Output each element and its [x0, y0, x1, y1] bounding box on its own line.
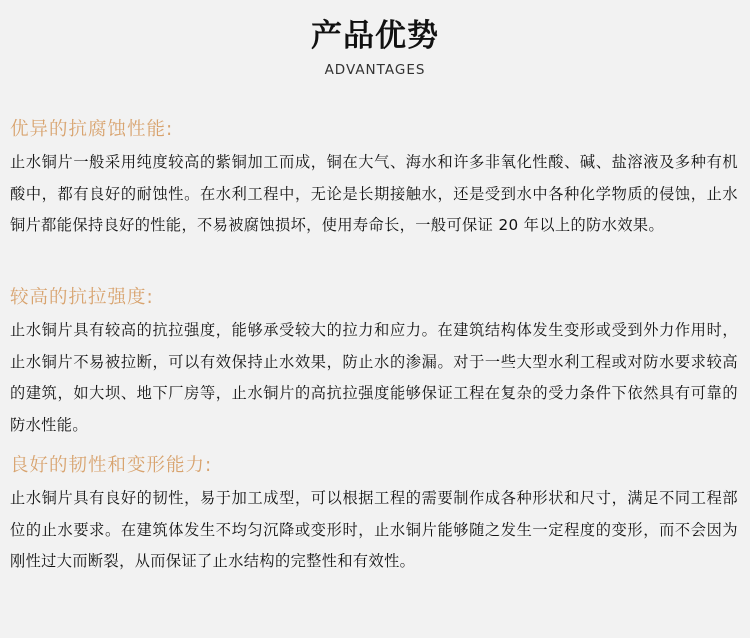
section-body: 止水铜片一般采用纯度较高的紫铜加工而成，铜在大气、海水和许多非氧化性酸、碱、盐溶液及多种有机酸中，都有良好的耐蚀性。在水利工程中，无论是长期接触水，还是受到水中各种化学物质的侵蚀，止水铜片都能保持良好的性能，不易被腐蚀损坏，使用寿命长，一般可保证 20 年以上的防水效果。	[10, 153, 738, 234]
page-title: 产品优势	[311, 18, 439, 54]
section-body: 止水铜片具有较高的抗拉强度，能够承受较大的拉力和应力。在建筑结构体发生变形或受到外力作用时，止水铜片不易被拉断，可以有效保持止水效果，防止水的渗漏。对于一些大型水利工程或对防水要求较高的建筑，如大坝、地下厂房等，止水铜片的高抗拉强度能够保证工程在复杂的受力条件下依然具有可靠的防水性能。	[10, 321, 738, 434]
section-title: 较高的抗拉强度:	[10, 287, 154, 308]
section-tensile-strength	[10, 285, 738, 441]
section-toughness-deformation	[10, 453, 738, 578]
section-title: 良好的韧性和变形能力:	[10, 455, 213, 476]
page-subtitle: ADVANTAGES	[324, 62, 426, 78]
section-corrosion-resistance	[10, 117, 738, 242]
header	[0, 14, 750, 80]
section-body: 止水铜片具有良好的韧性，易于加工成型，可以根据工程的需要制作成各种形状和尺寸，满足不同工程部位的止水要求。在建筑体发生不均匀沉降或变形时，止水铜片能够随之发生一定程度的变形，而不会因为刚性过大而断裂，从而保证了止水结构的完整性和有效性。	[10, 489, 738, 570]
section-title: 优异的抗腐蚀性能:	[10, 119, 174, 140]
